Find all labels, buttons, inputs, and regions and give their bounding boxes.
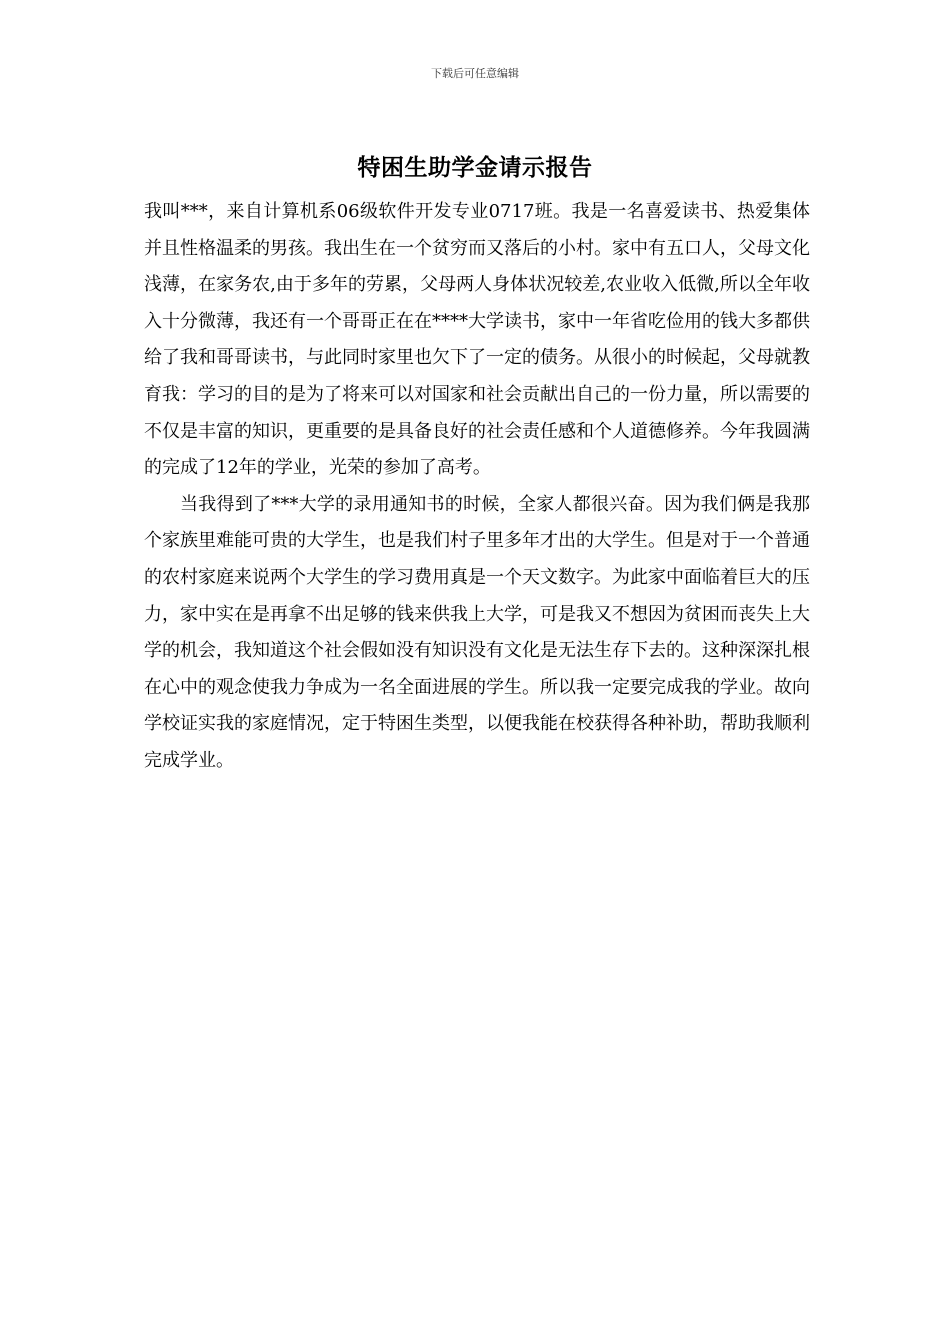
body-paragraph-2: 当我得到了***大学的录用通知书的时候，全家人都很兴奋。因为我们俩是我那个家族里难能可贵的大学生，也是我们村子里多年才出的大学生。但是对于一个普通的农村家庭来说两个大学生的学习费用真是一个天文数字。为此家中面临着巨大的压力，家中实在是再拿不出足够的钱来供我上大学，可是我又不想因为贫困而丧失上大学的机会，我知道这个社会假如没有知识没有文化是无法生存下去的。这种深深扎根在心中的观念使我力争成为一名全面进展的学生。所以我一定要完成我的学业。故向学校证实我的家庭情况，定于特困生类型，以便我能在校获得各种补助，帮助我顺利完成学业。 <box>144 493 810 771</box>
document-body <box>144 194 810 780</box>
document-title: 特困生助学金请示报告 <box>357 154 593 181</box>
page-header-note: 下载后可任意编辑 <box>431 67 519 80</box>
body-paragraph-1: 我叫***，来自计算机系06级软件开发专业0717班。我是一名喜爱读书、热爱集体并且性格温柔的男孩。我出生在一个贫穷而又落后的小村。家中有五口人，父母文化浅薄，在家务农,由于多年的劳累，父母两人身体状况较差,农业收入低微,所以全年收入十分微薄，我还有一个哥哥正在在****大学读书，家中一年省吃俭用的钱大多都供给了我和哥哥读书，与此同时家里也欠下了一定的债务。从很小的时候起，父母就教育我：学习的目的是为了将来可以对国家和社会贡献出自己的一份力量，所以需要的不仅是丰富的知识，更重要的是具备良好的社会责任感和个人道德修养。今年我圆满的完成了12年的学业，光荣的参加了高考。 <box>144 201 810 479</box>
